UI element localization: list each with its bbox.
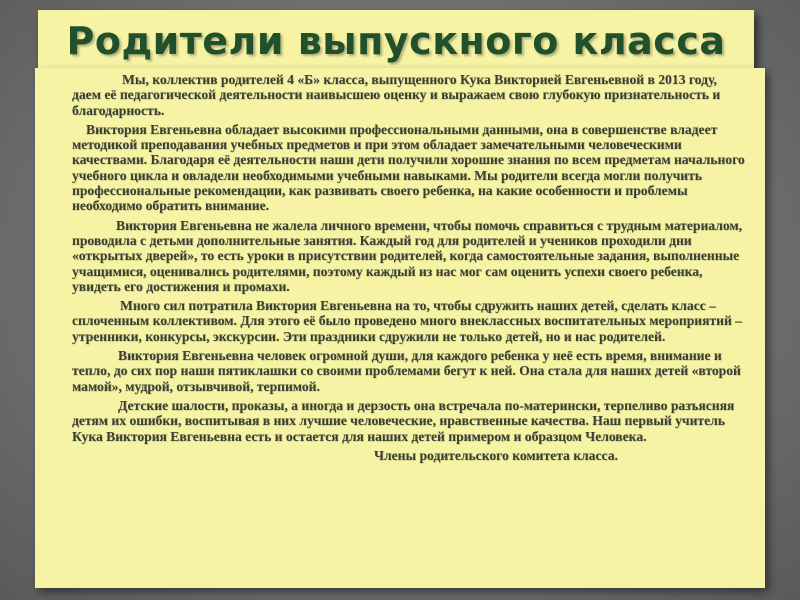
body-panel — [35, 68, 765, 588]
paragraph-kindness: Виктория Евгеньевна человек огромной души, для каждого ребенка у неё есть время, внимание и тепло, до сих пор наши пятиклашки со своими проблемами бегут к ней. Она стала для наших детей «второй мамой», мудрой, отзывчивой, терпимой. — [72, 348, 741, 394]
paragraph-gratitude: Мы, коллектив родителей 4 «Б» класса, выпущенного Кука Викторией Евгеньевной в 2013 году, даем её педагогической деятельности наивысшею оценку и выражаем свою глубокую признательность и благодарность. — [72, 72, 721, 118]
letter-text — [72, 72, 748, 463]
slide-title: Родители выпускного класса — [66, 19, 726, 63]
title-banner — [38, 10, 754, 68]
signature: Члены родительского комитета класса. — [374, 447, 618, 463]
paragraph-professional-qualities: Виктория Евгеньевна обладает высокими профессиональными данными, она в совершенстве владеет методикой преподавания учебных предметов и при этом обладает замечательными человеческими качествами. Благодаря её деятельности наши дети получили хорошие знания по всем предметам начального учебного цикла и овладели необходимыми учебными навыками. Мы родители всегда могли получить профессиональные рекомендации, как развивать своего ребенка, на какие особенности и проблемы необходимо обратить внимание. — [72, 121, 745, 214]
paragraph-upbringing: Детские шалости, проказы, а иногда и дерзость она встречала по-матерински, терпеливо разъясняя детям их ошибки, воспитывая в них лучшие человеческие, нравственные качества. Наш первый учитель Кука Виктория Евгеньевна есть и остается для наших детей примером и образцом Человека. — [72, 397, 735, 444]
paragraph-class-unity: Много сил потратила Виктория Евгеньевна на то, чтобы сдружить наших детей, сделать класс – сплоченным коллективом. Для этого её было проведено много внеклассных воспитательных мероприятий – утренники, конкурсы, экскурсии. Эти праздники сдружили не только детей, но и нас родителей. — [72, 298, 742, 344]
paragraph-extra-lessons: Виктория Евгеньевна не жалела личного времени, чтобы помочь справиться с трудным материалом, проводила с детьми дополнительные занятия. Каждый год для родителей и учеников проходили дни «открытых дверей», то есть уроки в присутствии родителей, когда самостоятельные задания, выполненные учащимися, оценивались родителями, поэтому каждый из нас мог сам оценить успехи своего ребенка, увидеть его достижения и промахи. — [72, 217, 743, 294]
